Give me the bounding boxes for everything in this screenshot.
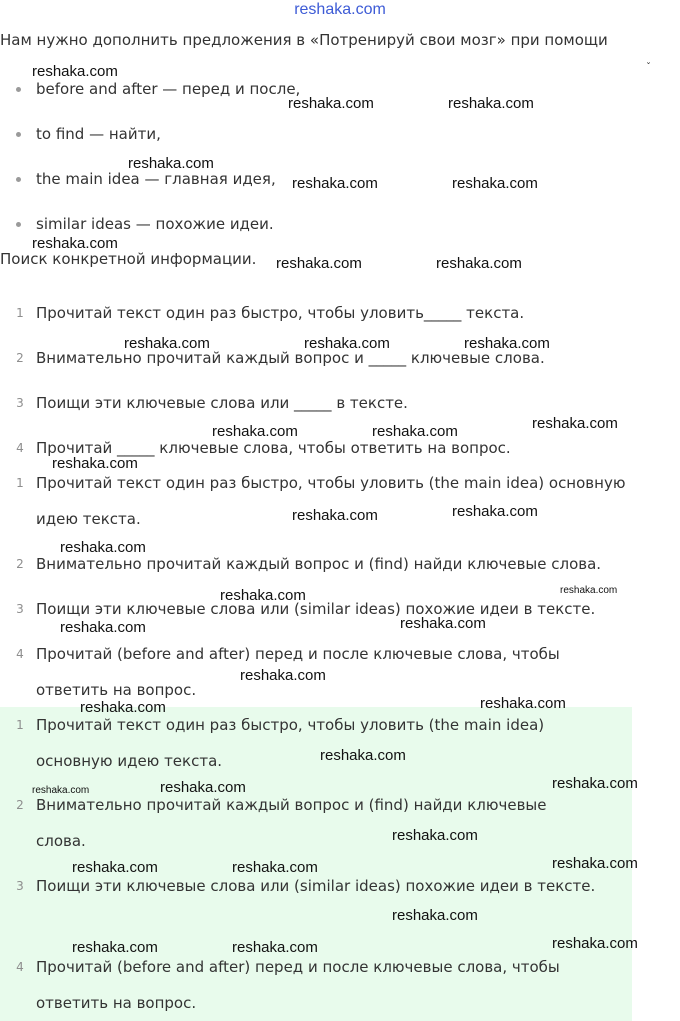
watermark: reshaka.com [288,95,374,112]
task-item: Прочитай _____ ключевые слова, чтобы ответить на вопрос. [36,439,511,457]
edge-mark: ˇ [646,62,651,73]
watermark: reshaka.com [60,539,146,556]
item-number: 4 [16,441,24,455]
watermark: reshaka.com [480,695,566,712]
watermark: reshaka.com [552,935,638,952]
watermark: reshaka.com [72,859,158,876]
item-number: 2 [16,798,24,812]
answer-item: Поищи эти ключевые слова или (similar ideas) похожие идеи в тексте. [36,877,596,895]
item-number: 2 [16,557,24,571]
watermark: reshaka.com [560,585,618,596]
answer-item: Внимательно прочитай каждый вопрос и (find) найди ключевые слова. [36,796,547,850]
watermark: reshaka.com [552,855,638,872]
watermark: reshaka.com [232,859,318,876]
watermark: reshaka.com [452,503,538,520]
watermark: reshaka.com [240,667,326,684]
watermark: reshaka.com [320,747,406,764]
intro-text: Нам нужно дополнить предложения в «Потренируй свои мозг» при помощи [0,31,608,49]
bullet-dot [16,87,21,92]
item-number: 3 [16,879,24,893]
bullet-item: similar ideas — похожие идеи. [36,215,274,233]
task-item: Прочитай текст один раз быстро, чтобы уловить_____ текста. [36,304,525,322]
task-item: Внимательно прочитай каждый вопрос и _____ ключевые слова. [36,349,545,367]
watermark: reshaka.com [304,335,390,352]
watermark: reshaka.com [436,255,522,272]
watermark: reshaka.com [464,335,550,352]
watermark: reshaka.com [292,175,378,192]
item-number: 1 [16,718,24,732]
watermark: reshaka.com [128,155,214,172]
watermark: reshaka.com [392,827,478,844]
answer-item: Прочитай текст один раз быстро, чтобы уловить (the main idea) основную идею текста. [36,716,545,770]
watermark: reshaka.com [212,423,298,440]
watermark: reshaka.com [60,619,146,636]
watermark: reshaka.com [160,779,246,796]
item-number: 1 [16,476,24,490]
bullet-dot [16,177,21,182]
item-number: 3 [16,396,24,410]
bullet-item: before and after — перед и после, [36,80,301,98]
bullet-item: the main idea — главная идея, [36,170,276,188]
watermark: reshaka.com [452,175,538,192]
watermark: reshaka.com [52,455,138,472]
bullet-dot [16,222,21,227]
item-number: 4 [16,647,24,661]
item-number: 2 [16,351,24,365]
section-title: Поиск конкретной информации. [0,250,257,268]
watermark: reshaka.com [124,335,210,352]
watermark: reshaka.com [32,235,118,252]
site-header-link[interactable]: reshaka.com [294,1,386,18]
watermark: reshaka.com [552,775,638,792]
filled-item: Поищи эти ключевые слова или (similar ideas) похожие идеи в тексте. [36,600,596,618]
watermark: reshaka.com [392,907,478,924]
answer-item: Прочитай (before and after) перед и после ключевые слова, чтобы ответить на вопрос. [36,958,560,1012]
filled-item: Внимательно прочитай каждый вопрос и (find) найди ключевые слова. [36,555,602,573]
watermark: reshaka.com [232,939,318,956]
item-number: 1 [16,306,24,320]
watermark: reshaka.com [372,423,458,440]
watermark: reshaka.com [80,699,166,716]
item-number: 4 [16,960,24,974]
watermark: reshaka.com [448,95,534,112]
watermark: reshaka.com [32,785,90,796]
watermark: reshaka.com [72,939,158,956]
item-number: 3 [16,602,24,616]
watermark: reshaka.com [532,415,618,432]
task-item: Поищи эти ключевые слова или _____ в тексте. [36,394,408,412]
watermark: reshaka.com [292,507,378,524]
bullet-dot [16,132,21,137]
watermark: reshaka.com [220,587,306,604]
filled-item: Прочитай текст один раз быстро, чтобы уловить (the main idea) основную идею текста. [36,474,626,528]
watermark: reshaka.com [32,63,118,80]
filled-item: Прочитай (before and after) перед и после ключевые слова, чтобы ответить на вопрос. [36,645,560,699]
watermark: reshaka.com [276,255,362,272]
watermark: reshaka.com [400,615,486,632]
bullet-item: to find — найти, [36,125,161,143]
